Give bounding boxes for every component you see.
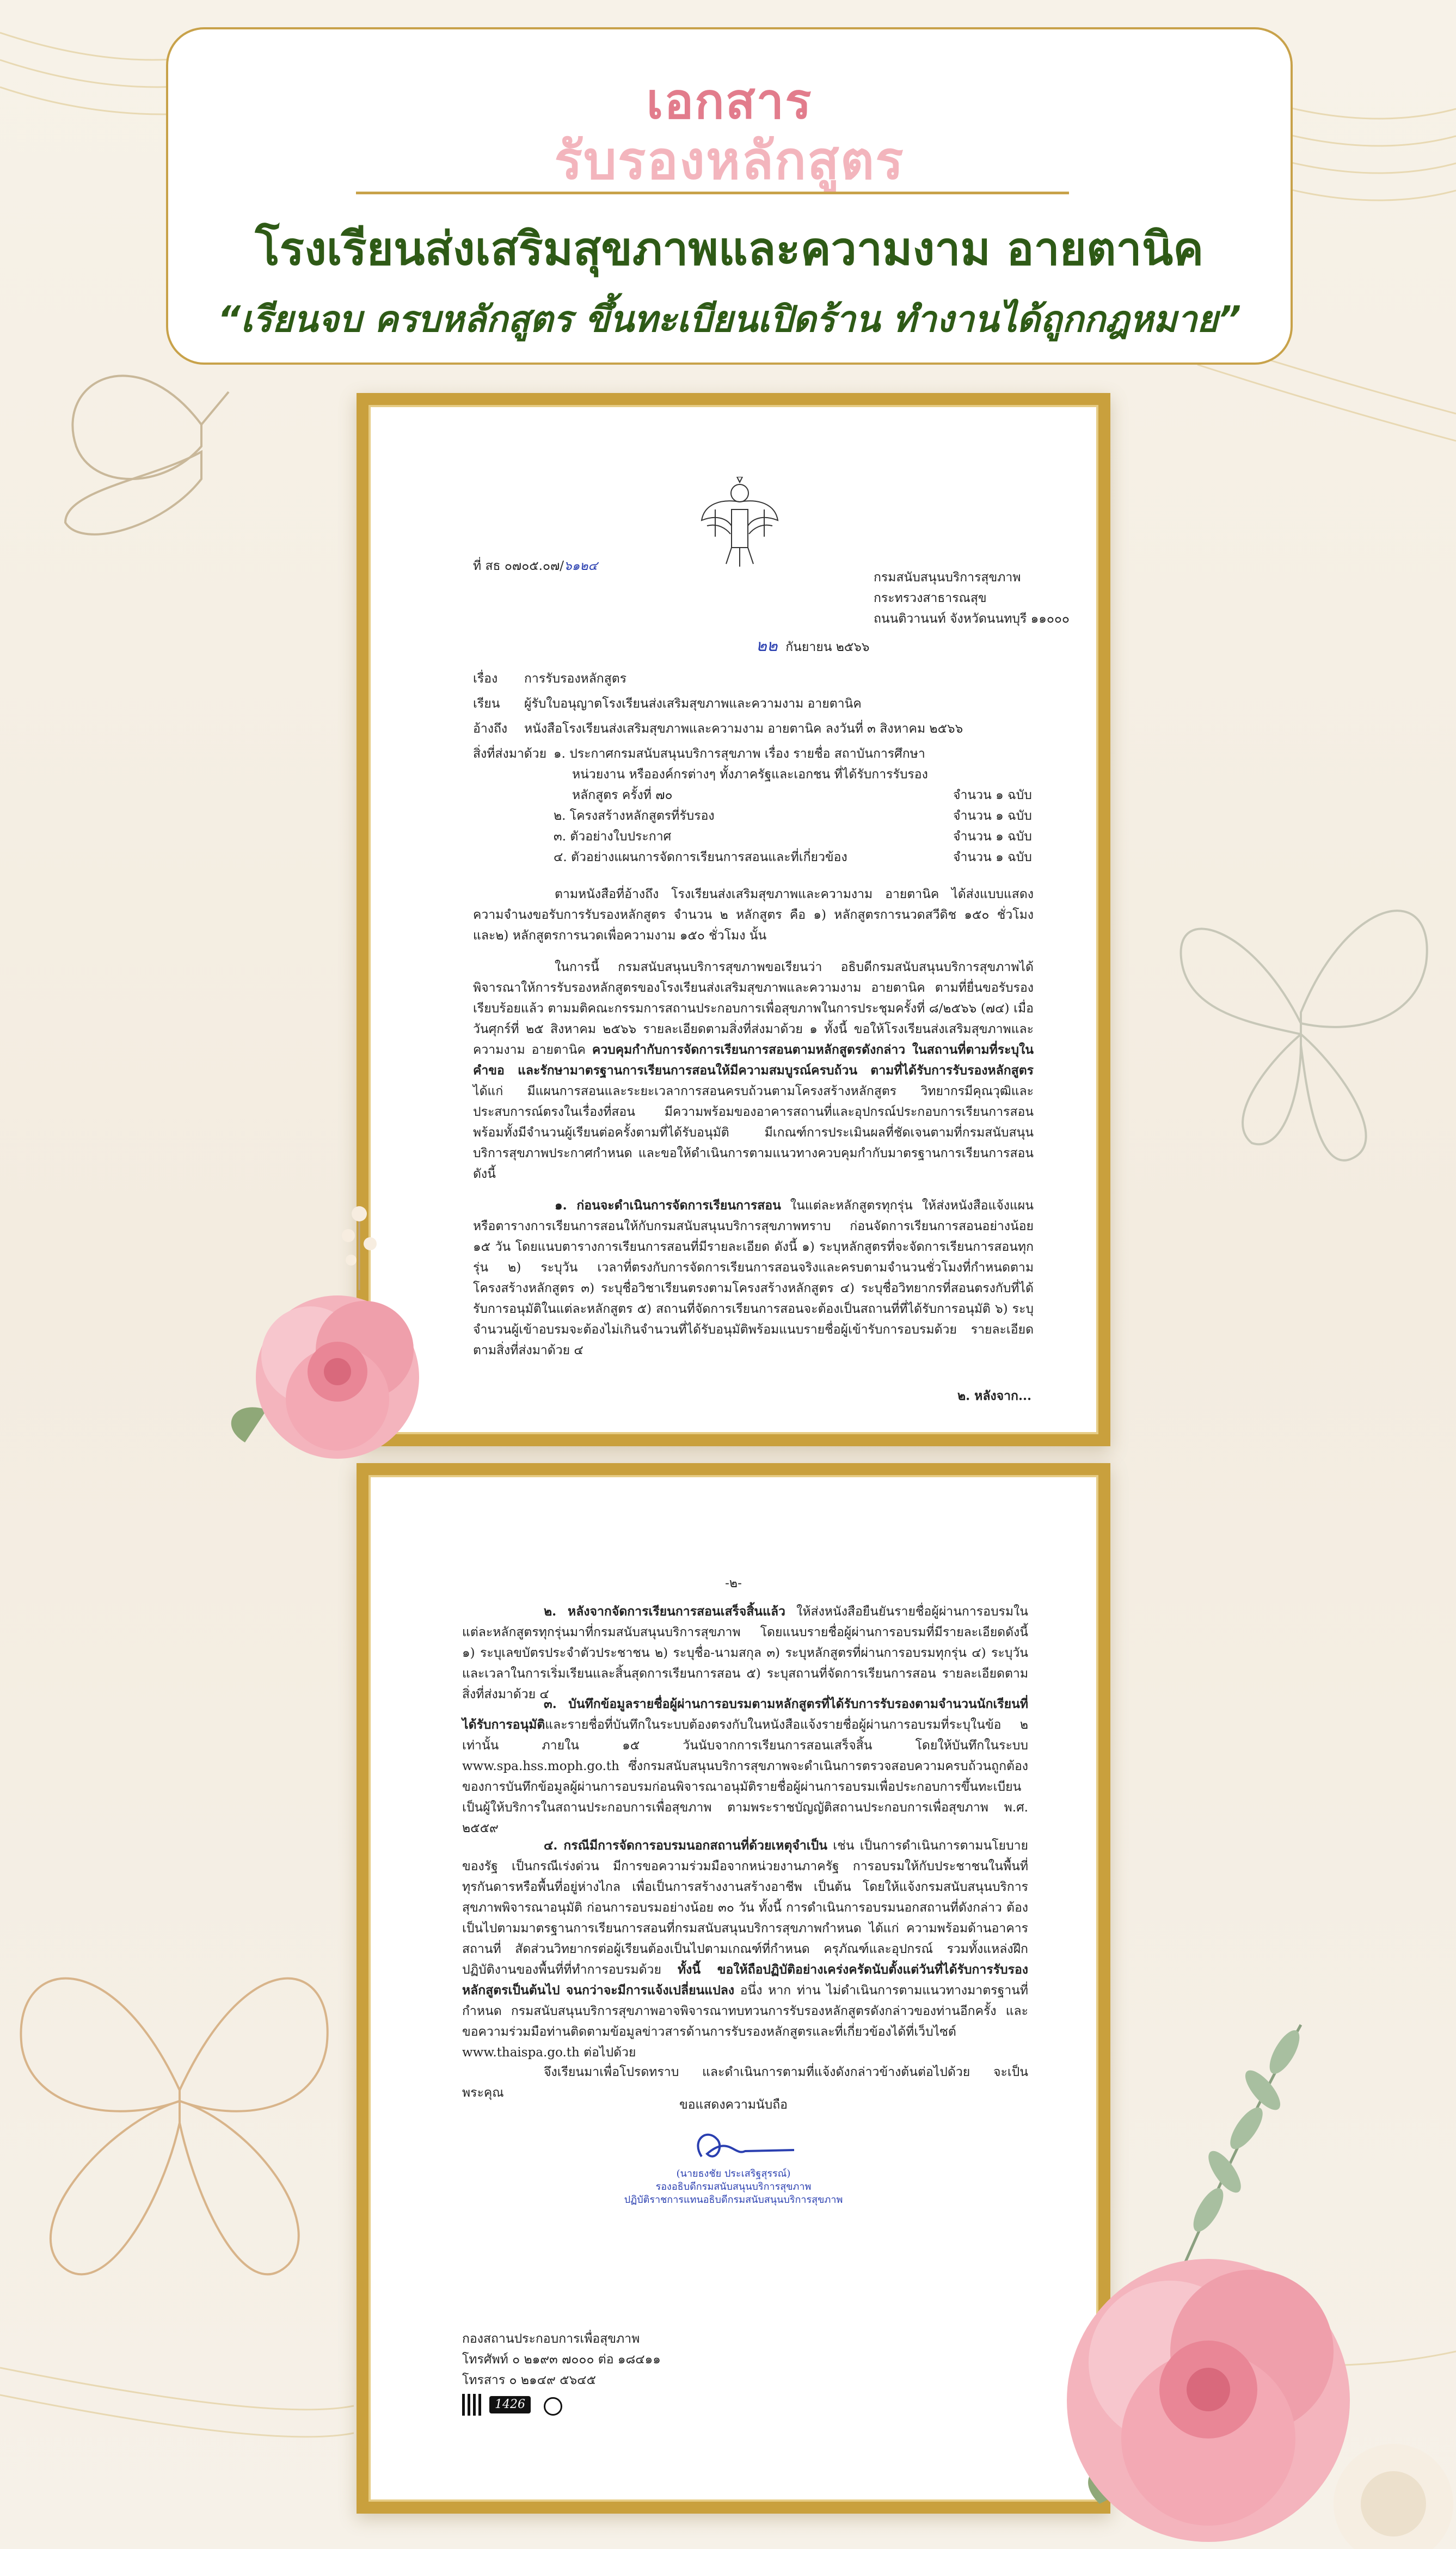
document-frame-1 (357, 393, 1110, 1446)
qr-code-icon (462, 2394, 484, 2416)
attachment-item: ๓. ตัวอย่างใบประกาศ (554, 830, 672, 844)
paragraph-p2-1: ๒. หลังจากจัดการเรียนการสอนเสร็จสิ้นแล้ว ให้ส่งหนังสือยืนยันรายชื่อผู้ผ่านการอบรมในแต่ละหลักสูตรทุกรุ่นมาที่กรมสนับสนุนบริการสุขภาพ โดยแนบรายชื่อผู้ผ่านการอบรมที่มีรายละเอียดดังนี้ ๑) ระบุเลขบัตรประจำตัวประชาชน ๒) ระบุชื่อ-นามสกุล ๓) ระบุหลักสูตรที่ผ่านการอบรมทุกรุ่น ๔) ระบุวันและเวลาในการเริ่มเรียนและสิ้นสุดการเรียนการสอน ๕) ระบุสถานที่จัดการเรียนการสอน รายละเอียดตามสิ่งที่ส่งมาด้วย ๔ (462, 1604, 1029, 1702)
subject-text: การรับรองหลักสูตร (524, 672, 627, 686)
attachment-qty: จำนวน ๑ ฉบับ (953, 788, 1032, 802)
document-page-2 (380, 1487, 1086, 2490)
paragraph-1: ตามหนังสือที่อ้างถึง โรงเรียนส่งเสริมสุขภาพและความงาม อายตานิค ได้ส่งแบบแสดงความจำนงขอรับการรับรองหลักสูตร จำนวน ๒ หลักสูตร คือ ๑) หลักสูตรการนวดสวีดิช ๑๕๐ ชั่วโมง และ๒) หลักสูตรการนวดเพื่อความงาม ๑๕๐ ชั่วโมง นั้น (473, 887, 1034, 943)
attachment-qty: จำนวน ๑ ฉบับ (953, 850, 1032, 864)
to-text: ผู้รับใบอนุญาตโรงเรียนส่งเสริมสุขภาพและความงาม อายตานิค (524, 697, 862, 711)
attachment-qty: จำนวน ๑ ฉบับ (953, 830, 1032, 844)
paragraph-p2-4: จึงเรียนมาเพื่อโปรดทราบ และดำเนินการตามที่แจ้งดังกล่าวข้างต้นต่อไปด้วย จะเป็นพระคุณ (462, 2065, 1028, 2100)
attachment-qty: จำนวน ๑ ฉบับ (953, 809, 1032, 823)
pink-flower-bottom-icon (1034, 2221, 1456, 2549)
signatory-name: (นายธงชัย ประเสริฐสุรรณ์) (676, 2168, 791, 2179)
signature-icon (685, 2124, 816, 2167)
butterfly-right-icon (1181, 911, 1427, 1160)
paragraph-2: ในการนี้ กรมสนับสนุนบริการสุขภาพขอเรียนว่า อธิบดีกรมสนับสนุนบริการสุขภาพได้พิจารณาให้การรับรองหลักสูตรของโรงเรียนส่งเสริมสุขภาพและความงาม อายตานิค ตามที่ยื่นขอรับรองเรียบร้อยแล้ว ตามมติคณะกรรมการสถานประกอบการเพื่อสุขภาพในการประชุมครั้งที่ ๘/๒๕๖๖ (๗๔) เมื่อวันศุกร์ที่ ๒๕ สิงหาคม ๒๕๖๖ รายละเอียดตามสิ่งที่ส่งมาด้วย ๑ ทั้งนี้ ขอให้โรงเรียนส่งเสริมสุขภาพและความงาม อายตานิค ควบคุมกำกับการจัดการเรียนการสอนตามหลักสูตรดังกล่าว ในสถานที่ตามที่ระบุในคำขอ และรักษามาตรฐานการเรียนการสอนให้มีความสมบูรณ์ครบถ้วน ตามที่ได้รับการรับรองหลักสูตร ได้แก่ มีแผนการสอนและระยะเวลาการสอนครบถ้วนตามโครงสร้างหลักสูตร วิทยากรมีคุณวุฒิและประสบการณ์ตรงในเรื่องที่สอน มีความพร้อมของอาคารสถานที่และอุปกรณ์ประกอบการเรียนการสอนพร้อมทั้งมีจำนวนผู้เรียนต่อครั้งตามที่ได้รับอนุมัติ มีเกณฑ์การประเมินผลที่ชัดเจนตามที่กรมสนับสนุนบริการสุขภาพประกาศกำหนด และขอให้ดำเนินการตามแนวทางควบคุมกำกับมาตรฐานการเรียนการสอน ดังนี้ (473, 960, 1034, 1181)
header-line1: เอกสาร (646, 73, 813, 130)
attachments-label: สิ่งที่ส่งมาด้วย (473, 747, 547, 761)
document-page-1 (380, 417, 1086, 1422)
attachment-item: หลักสูตร ครั้งที่ ๗๐ (572, 788, 673, 802)
butterfly-left-bottom-icon (21, 1979, 327, 2275)
sender-line-3: ถนนติวานนท์ จังหวัดนนทบุรี ๑๑๐๐๐ (874, 612, 1070, 626)
white-blossom-icon (327, 1192, 392, 1290)
stamp-number: 1426 (489, 2396, 531, 2413)
footer-line-2: โทรศัพท์ ๐ ๒๑๙๓ ๗๐๐๐ ต่อ ๑๘๔๑๑ (462, 2353, 661, 2367)
reference-text: หนังสือโรงเรียนส่งเสริมสุขภาพและความงาม อายตานิค ลงวันที่ ๓ สิงหาคม ๒๕๖๖ (524, 722, 963, 736)
footer-line-1: กองสถานประกอบการเพื่อสุขภาพ (462, 2332, 640, 2346)
header-card (166, 27, 1293, 365)
header-divider (356, 192, 1069, 194)
garuda-emblem-icon (699, 477, 781, 569)
signatory-title-2: ปฏิบัติราชการแทนอธิบดีกรมสนับสนุนบริการสุขภาพ (624, 2194, 843, 2206)
subject-label: เรื่อง (473, 672, 498, 686)
header-line2: รับรองหลักสูตร (554, 130, 905, 191)
attachment-item: ๑. ประกาศกรมสนับสนุนบริการสุขภาพ เรื่อง รายชื่อ สถาบันการศึกษา (554, 747, 925, 761)
attachment-item: หน่วยงาน หรือองค์กรต่างๆ ทั้งภาครัฐและเอกชน ที่ได้รับการรับรอง (572, 767, 928, 782)
closing-phrase: ขอแสดงความนับถือ (679, 2098, 788, 2112)
to-label: เรียน (473, 697, 500, 711)
page-number: -๒- (725, 1576, 742, 1590)
document-frame-2 (357, 1463, 1110, 2514)
paragraph-3: ๑. ก่อนจะดำเนินการจัดการเรียนการสอน ในแต่ละหลักสูตรทุกรุ่น ให้ส่งหนังสือแจ้งแผนหรือตารางการเรียนการสอนให้กับกรมสนับสนุนบริการสุขภาพทราบ ก่อนจัดการเรียนการสอนอย่างน้อย ๑๕ วัน โดยแนบตารางการเรียนการสอนที่มีรายละเอียด ดังนี้ ๑) ระบุหลักสูตรที่จะจัดการเรียนการสอนทุกรุ่น ๒) ระบุวัน เวลาที่ตรงกับการจัดการเรียนการสอนจริงและครบตามจำนวนชั่วโมงที่กำหนดตามโครงสร้างหลักสูตร ๓) ระบุชื่อวิชาเรียนตรงตามโครงสร้างหลักสูตร ๔) ระบุชื่อวิทยากรที่สอนตรงกับที่ได้รับการอนุมัติในแต่ละหลักสูตร ๕) สถานที่จัดการเรียนการสอนจะต้องเป็นสถานที่ที่ได้รับการอนุมัติ ๖) ระบุจำนวนผู้เข้าอบรมจะต้องไม่เกินจำนวนที่ได้รับอนุมัติพร้อมแนบรายชื่อผู้เข้ารับการอบรมด้วย รายละเอียดตามสิ่งที่ส่งมาด้วย ๔ (473, 1198, 1034, 1358)
sender-line-1: กรมสนับสนุนบริการสุขภาพ (874, 570, 1021, 585)
attachment-item: ๒. โครงสร้างหลักสูตรที่รับรอง (554, 809, 715, 823)
pink-flower-icon (212, 1263, 463, 1491)
attachment-item: ๔. ตัวอย่างแผนการจัดการเรียนการสอนและที่เกี่ยวข้อง (554, 850, 847, 864)
paragraph-p2-2: ๓. บันทึกข้อมูลรายชื่อผู้ผ่านการอบรมตามหลักสูตรที่ได้รับการรับรองตามจำนวนนักเรียนที่ได้รับการอนุมัติและรายชื่อที่บันทึกในระบบต้องตรงกับในหนังสือแจ้งรายชื่อผู้ผ่านการอบรมที่ระบุในข้อ ๒ เท่านั้น ภายใน ๑๕ วันนับจากการเรียนการสอนเสร็จสิ้น โดยให้บันทึกในระบบ www.spa.hss.moph.go.th ซึ่งกรมสนับสนุนบริการสุขภาพจะดำเนินการตรวจสอบความครบถ้วนถูกต้องของการบันทึกข้อมูลผู้ผ่านการอบรมก่อนพิจารณาอนุมัติรายชื่อผู้ผ่านการอบรมเพื่อประกอบการขึ้นทะเบียนเป็นผู้ให้บริการในสถานประกอบการเพื่อสุขภาพ ตามพระราชบัญญัติสถานประกอบการเพื่อสุขภาพ พ.ศ. ๒๕๕๙ (462, 1697, 1028, 1835)
paragraph-p2-3: ๔. กรณีมีการจัดการอบรมนอกสถานที่ด้วยเหตุจำเป็น เช่น เป็นการดำเนินการตามนโยบายของรัฐ เป็นกรณีเร่งด่วน มีการขอความร่วมมือจากหน่วยงานภาครัฐ การอบรมให้กับประชาชนในพื้นที่ทุรกันดารหรือพื้นที่อยู่ห่างไกล เพื่อเป็นการสร้างงานสร้างอาชีพ เป็นต้น โดยให้แจ้งกรมสนับสนุนบริการสุขภาพพิจารณาอนุมัติ ก่อนการอบรมอย่างน้อย ๓๐ วัน ทั้งนี้ การดำเนินการอบรมนอกสถานที่ดังกล่าว ต้องเป็นไปตามมาตรฐานการเรียนการสอนที่กรมสนับสนุนบริการสุขภาพกำหนด ได้แก่ ความพร้อมด้านอาคารสถานที่ สัดส่วนวิทยากรต่อผู้เรียนต้องเป็นไปตามเกณฑ์ที่กำหนด ครุภัณฑ์และอุปกรณ์ รวมทั้งแหล่งฝึกปฏิบัติงานของพื้นที่ที่ทำการอบรมด้วย ทั้งนี้ ขอให้ถือปฏิบัติอย่างเคร่งครัดนับตั้งแต่วันที่ได้รับการรับรองหลักสูตรเป็นต้นไป จนกว่าจะมีการแจ้งเปลี่ยนแปลง อนึ่ง หาก ท่าน ไม่ดำเนินการตามแนวทางมาตรฐานที่กำหนด กรมสนับสนุนบริการสุขภาพอาจพิจารณาทบทวนการรับรองหลักสูตรดังกล่าวของท่านอีกครั้ง และขอความร่วมมือท่านติดตามข้อมูลข่าวสารด้านการรับรองหลักสูตรและที่เกี่ยวข้องได้ที่เว็บไซต์ www.thaispa.go.th ต่อไปด้วย (462, 1838, 1029, 2060)
reference-label: อ้างถึง (473, 722, 508, 736)
school-name: โรงเรียนส่งเสริมสุขภาพและความงาม อายตานิค (255, 222, 1204, 275)
signatory-title-1: รองอธิบดีกรมสนับสนุนบริการสุขภาพ (655, 2181, 812, 2192)
letter-date: ๒๒ กันยายน ๒๕๖๖ (756, 636, 870, 655)
continued-marker: ๒. หลังจาก... (957, 1389, 1032, 1403)
slogan: “เรียนจบ ครบหลักสูตร ขึ้นทะเบียนเปิดร้าน ทำงานได้ถูกกฎหมาย” (217, 298, 1242, 340)
reference-number: ที่ สธ ๐๗๐๕.๐๗/๖๑๒๔ (473, 559, 598, 573)
butterfly-left-top-icon (65, 376, 229, 534)
sender-line-2: กระทรวงสาธารณสุข (874, 591, 987, 605)
phone-icon (544, 2397, 562, 2416)
footer-line-3: โทรสาร ๐ ๒๑๔๙ ๕๖๔๕ (462, 2373, 596, 2387)
